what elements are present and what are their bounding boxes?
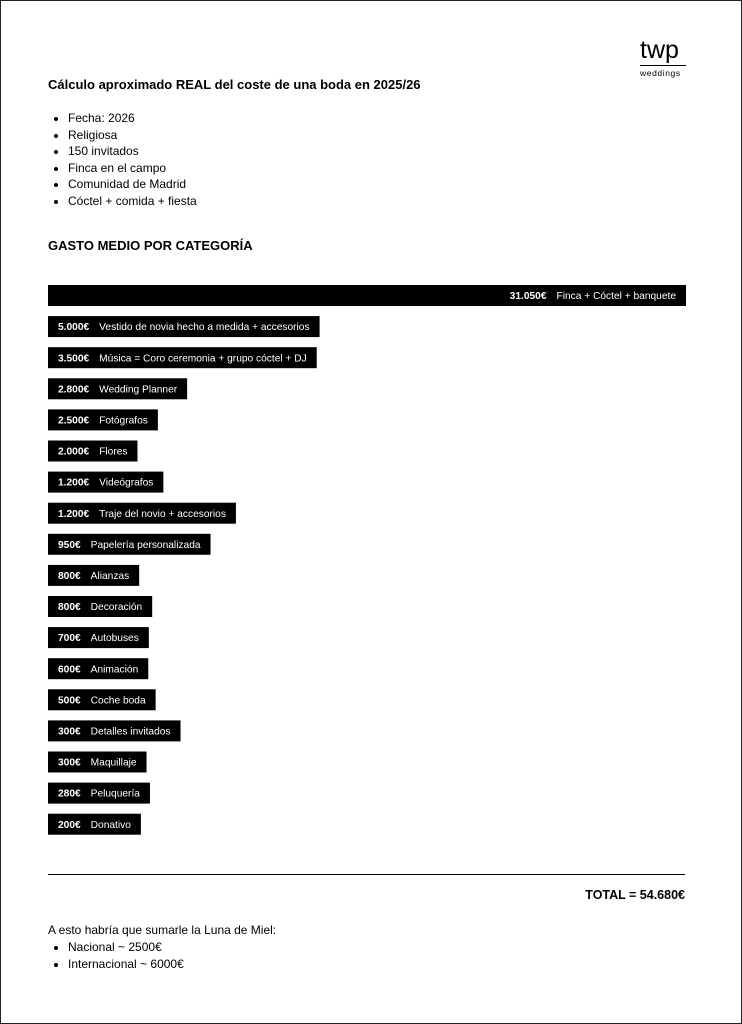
bar-category-label: Detalles invitados [90,726,171,738]
honeymoon-note: A esto habría que sumarle la Luna de Miel: [48,923,277,937]
bar-value-label: 200€ [58,819,81,831]
bar-value-label: 700€ [58,633,81,645]
bar-value-label: 300€ [58,757,81,769]
detail-item: • Cóctel + comida + fiesta [68,193,197,210]
detail-item: • Fecha: 2026 [68,110,197,127]
bar-value-label: 300€ [58,726,81,738]
detail-item: • 150 invitados [68,143,197,160]
wedding-details-list [48,110,197,210]
bar-value-label: 1.200€ [58,508,90,520]
bar-category-label: Fotógrafos [99,415,148,427]
bar-category-label: Alianzas [90,571,130,582]
bar-value-label: 800€ [58,571,81,582]
bar-value-label: 1.200€ [58,477,90,489]
bar-value-label: 5.000€ [58,322,90,334]
bar-value-label: 950€ [58,539,81,551]
bar-category-label: Música = Coro ceremonia + grupo cóctel + DJ [99,353,307,365]
bar-value-label: 800€ [58,602,81,614]
bar-value-label: 280€ [58,788,81,800]
logo-wordmark: twp [640,36,679,64]
detail-item: • Comunidad de Madrid [68,176,197,193]
section-title: GASTO MEDIO POR CATEGORÍA [48,238,253,253]
bar-category-label: Wedding Planner [99,384,178,396]
bar-value-label: 2.800€ [58,384,90,396]
bar-value-label: 2.500€ [58,415,90,427]
bar-category-label: Papelería personalizada [90,539,201,551]
bar-category-label: Decoración [90,602,143,614]
bar-value-label: 500€ [58,695,81,707]
bar-category-label: Finca + Cóctel + banquete [556,291,676,303]
honeymoon-list [48,939,184,972]
detail-item: • Finca en el campo [68,160,197,177]
logo-subtitle: weddings [640,68,681,78]
bar-category-label: Animación [90,664,139,676]
detail-item: • Religiosa [68,127,197,144]
page-title: Cálculo aproximado REAL del coste de una boda en 2025/26 [48,77,421,92]
total-amount: TOTAL = 54.680€ [585,888,685,902]
honeymoon-item: • Nacional ~ 2500€ [68,939,184,956]
bar-category-label: Videógrafos [99,477,154,489]
bar-category-label: Donativo [90,819,131,831]
bar-value-label: 31.050€ [509,291,547,303]
brand-logo [640,38,688,78]
bar-value-label: 2.000€ [58,446,90,458]
bar-value-label: 600€ [58,664,81,676]
bar-value-label: 3.500€ [58,353,90,365]
bar-category-label: Traje del novio + accesorios [99,508,226,520]
bar-category-label: Vestido de novia hecho a medida + accesorios [99,322,310,334]
bar-category-label: Coche boda [90,695,146,707]
bar-category-label: Flores [99,446,128,458]
honeymoon-item: • Internacional ~ 6000€ [68,956,184,973]
total-divider [48,874,685,875]
bar-category-label: Maquillaje [90,757,137,769]
bar-category-label: Autobuses [90,633,139,645]
bar-category-label: Peluquería [90,788,140,800]
cost-bar-chart [0,280,742,850]
logo-underline [640,65,686,66]
